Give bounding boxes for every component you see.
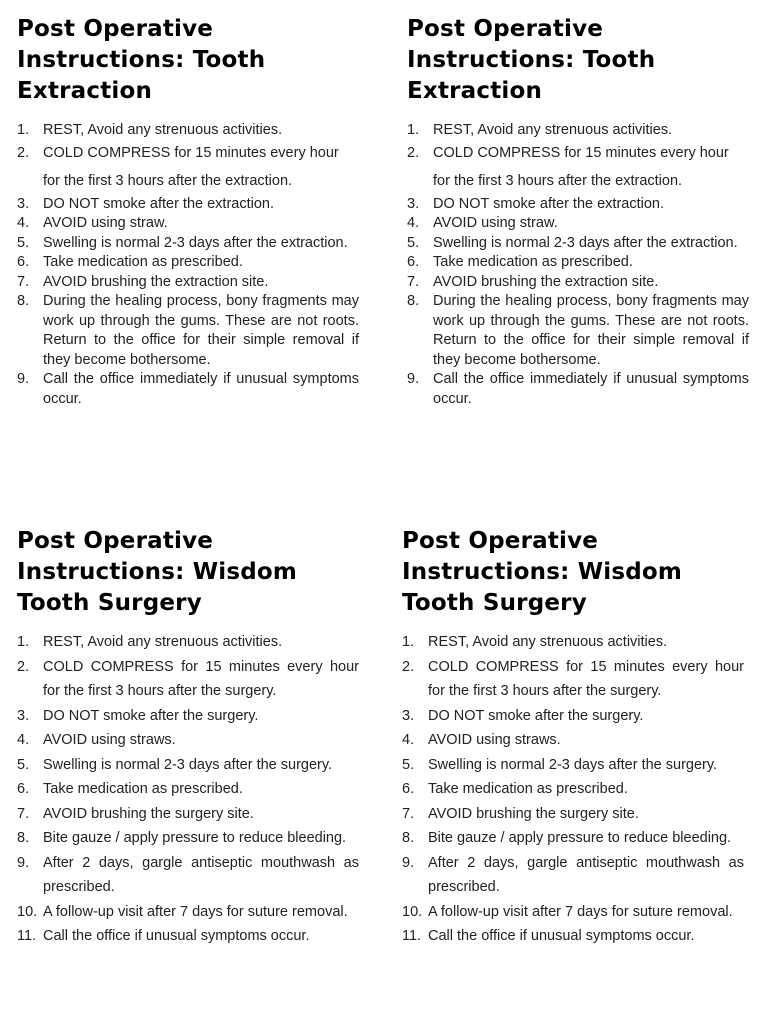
list-item: 5. Swelling is normal 2-3 days after the extraction. — [407, 234, 738, 251]
list-item: 1. REST, Avoid any strenuous activities. — [17, 122, 283, 138]
list-item: 8. Bite gauze / apply pressure to reduce bleeding. — [402, 830, 732, 846]
list-item: 11. Call the office if unusual symptoms occur. — [402, 928, 695, 944]
list-item: 9. Call the office immediately if unusual symptoms occur. — [407, 371, 749, 407]
card-title: Post Operative Instructions: Tooth Extraction — [17, 16, 266, 104]
list-item: 5. Swelling is normal 2-3 days after the surgery. — [17, 756, 333, 773]
list-item: 3. DO NOT smoke after the surgery. — [17, 707, 259, 724]
instruction-list — [17, 121, 359, 409]
list-item: 7. AVOID brushing the extraction site. — [17, 273, 269, 290]
card-title: Post Operative Instructions: Wisdom Tooth Surgery — [17, 528, 298, 616]
list-item: 9. After 2 days, gargle antiseptic mouthwash as prescribed. — [402, 854, 744, 895]
list-item: 3. DO NOT smoke after the surgery. — [402, 707, 644, 724]
list-item: 6. Take medication as prescribed. — [402, 781, 628, 797]
list-item: 1. REST, Avoid any strenuous activities. — [17, 634, 283, 650]
list-item: 8. Bite gauze / apply pressure to reduce bleeding. — [17, 830, 347, 846]
instruction-card-tooth-extraction — [407, 14, 749, 409]
list-item: 4. AVOID using straws. — [402, 732, 561, 748]
list-item: 2. COLD COMPRESS for 15 minutes every hour for the first 3 hours after the surgery. — [402, 658, 744, 699]
list-item: 4. AVOID using straw. — [17, 215, 168, 231]
list-item: 5. Swelling is normal 2-3 days after the extraction. — [17, 234, 348, 251]
list-item: 2. COLD COMPRESS for 15 minutes every hour for the first 3 hours after the extraction. — [407, 144, 729, 189]
instruction-card-wisdom-tooth — [402, 526, 744, 949]
list-item: 9. Call the office immediately if unusual symptoms occur. — [17, 371, 359, 407]
list-item: 2. COLD COMPRESS for 15 minutes every hour for the first 3 hours after the extraction. — [17, 144, 339, 189]
list-item: 7. AVOID brushing the surgery site. — [17, 805, 254, 822]
list-item: 7. AVOID brushing the surgery site. — [402, 805, 639, 822]
instruction-list — [17, 630, 359, 949]
list-item: 1. REST, Avoid any strenuous activities. — [407, 122, 673, 138]
list-item: 10. A follow-up visit after 7 days for suture removal. — [17, 903, 348, 920]
list-item: 9. After 2 days, gargle antiseptic mouthwash as prescribed. — [17, 854, 359, 895]
list-item: 10. A follow-up visit after 7 days for suture removal. — [402, 903, 733, 920]
list-item: 4. AVOID using straw. — [407, 215, 558, 231]
instruction-list — [407, 121, 749, 409]
list-item: 8. During the healing process, bony fragments may work up through the gums. These are not roots. Return to the office for their simple removal if they become bothersome. — [17, 293, 359, 368]
list-item: 6. Take medication as prescribed. — [407, 254, 633, 270]
card-title: Post Operative Instructions: Tooth Extraction — [407, 16, 656, 104]
list-item: 8. During the healing process, bony fragments may work up through the gums. These are not roots. Return to the office for their simple removal if they become bothersome. — [407, 293, 749, 368]
card-title: Post Operative Instructions: Wisdom Tooth Surgery — [402, 528, 683, 616]
list-item: 3. DO NOT smoke after the extraction. — [17, 195, 275, 212]
list-item: 6. Take medication as prescribed. — [17, 781, 243, 797]
list-item: 4. AVOID using straws. — [17, 732, 176, 748]
list-item: 1. REST, Avoid any strenuous activities. — [402, 634, 668, 650]
list-item: 2. COLD COMPRESS for 15 minutes every hour for the first 3 hours after the surgery. — [17, 658, 359, 699]
list-item: 3. DO NOT smoke after the extraction. — [407, 195, 665, 212]
instruction-list — [402, 630, 744, 949]
list-item: 5. Swelling is normal 2-3 days after the surgery. — [402, 756, 718, 773]
list-item: 11. Call the office if unusual symptoms occur. — [17, 928, 310, 944]
instruction-card-wisdom-tooth — [17, 526, 359, 949]
instruction-card-tooth-extraction — [17, 14, 359, 409]
list-item: 7. AVOID brushing the extraction site. — [407, 273, 659, 290]
list-item: 6. Take medication as prescribed. — [17, 254, 243, 270]
